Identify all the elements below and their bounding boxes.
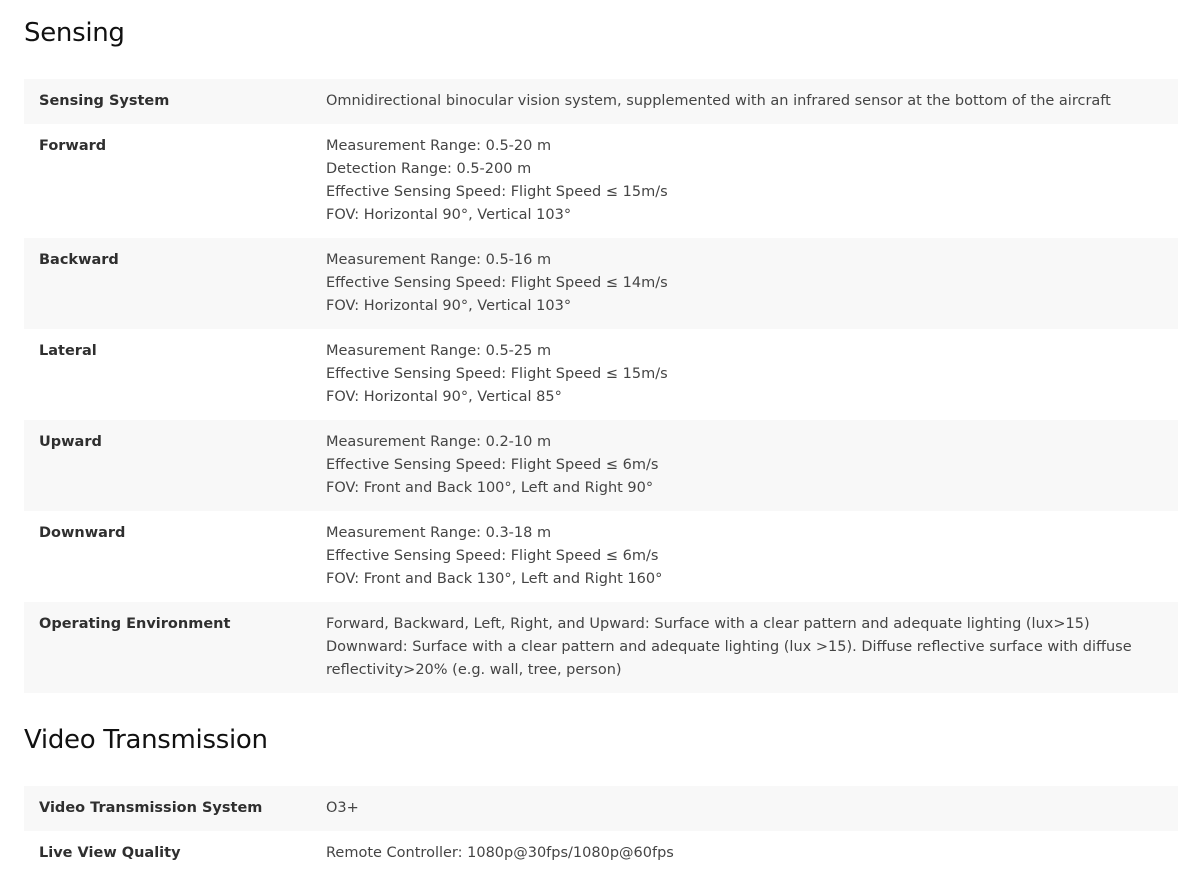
spec-value-line: Remote Controller: 1080p@30fps/1080p@60fps [326, 845, 674, 861]
section-sensing [24, 16, 1178, 50]
sensing-spec-table [24, 79, 1178, 693]
spec-value-line: Downward: Surface with a clear pattern and adequate lighting (lux >15). Diffuse reflective surface with diffuse reflectivity>20% (e.g. wall, tree, person) [326, 639, 1132, 678]
section-video-transmission [24, 723, 1178, 757]
spec-value-line: FOV: Horizontal 90°, Vertical 85° [326, 389, 562, 405]
spec-value-line: Effective Sensing Speed: Flight Speed ≤ 15m/s [326, 366, 668, 382]
spec-value-line: Measurement Range: 0.5-16 m [326, 252, 552, 268]
spec-value-line: Effective Sensing Speed: Flight Speed ≤ 6m/s [326, 548, 659, 564]
video-spec-table [24, 786, 1178, 876]
spec-row-video-transmission-system [24, 786, 1178, 831]
spec-value-line: Effective Sensing Speed: Flight Speed ≤ 6m/s [326, 457, 659, 473]
spec-value-line: FOV: Horizontal 90°, Vertical 103° [326, 298, 572, 314]
spec-row-live-view-quality [24, 831, 1178, 876]
spec-row-downward [24, 511, 1178, 602]
spec-value [311, 238, 1178, 329]
spec-value [311, 602, 1178, 693]
spec-value-line: FOV: Horizontal 90°, Vertical 103° [326, 207, 572, 223]
spec-value-line: Effective Sensing Speed: Flight Speed ≤ 14m/s [326, 275, 668, 291]
spec-value-line: Omnidirectional binocular vision system, supplemented with an infrared sensor at the bottom of the aircraft [326, 93, 1111, 109]
spec-value-line: Measurement Range: 0.5-20 m [326, 138, 552, 154]
spec-value [311, 329, 1178, 420]
spec-value-line: FOV: Front and Back 100°, Left and Right 90° [326, 480, 654, 496]
spec-value [311, 79, 1178, 124]
spec-value-line: Measurement Range: 0.5-25 m [326, 343, 552, 359]
spec-label: Forward [39, 138, 107, 154]
spec-row-backward [24, 238, 1178, 329]
spec-label: Sensing System [24, 79, 311, 124]
spec-label: Operating Environment [24, 602, 311, 693]
section-title: Sensing [24, 18, 125, 48]
spec-value [311, 831, 1178, 876]
spec-value [311, 786, 1178, 831]
spec-value [311, 124, 1178, 238]
video-spec-table-wrap [24, 786, 1178, 876]
spec-row-upward [24, 420, 1178, 511]
spec-value-line: Measurement Range: 0.3-18 m [326, 525, 552, 541]
spec-row-lateral [24, 329, 1178, 420]
spec-value [311, 420, 1178, 511]
spec-value-line: Measurement Range: 0.2-10 m [326, 434, 552, 450]
spec-label: Video Transmission System [24, 786, 311, 831]
spec-label: Backward [24, 238, 311, 329]
spec-value-line: Forward, Backward, Left, Right, and Upward: Surface with a clear pattern and adequate lighting (lux>15) [326, 616, 1090, 632]
spec-value-line: FOV: Front and Back 130°, Left and Right 160° [326, 571, 663, 587]
spec-row-sensing-system [24, 79, 1178, 124]
spec-row-operating-environment [24, 602, 1178, 693]
spec-value-line: Detection Range: 0.5-200 m [326, 161, 532, 177]
spec-label: Upward [24, 420, 311, 511]
spec-label: Downward [39, 525, 126, 541]
spec-label: Lateral [39, 343, 97, 359]
spec-value [311, 511, 1178, 602]
spec-label: Live View Quality [39, 845, 181, 861]
section-title: Video Transmission [24, 725, 268, 755]
spec-row-forward [24, 124, 1178, 238]
sensing-spec-table-wrap [24, 79, 1178, 693]
spec-value-line: Effective Sensing Speed: Flight Speed ≤ 15m/s [326, 184, 668, 200]
spec-value-line: O3+ [326, 800, 359, 816]
